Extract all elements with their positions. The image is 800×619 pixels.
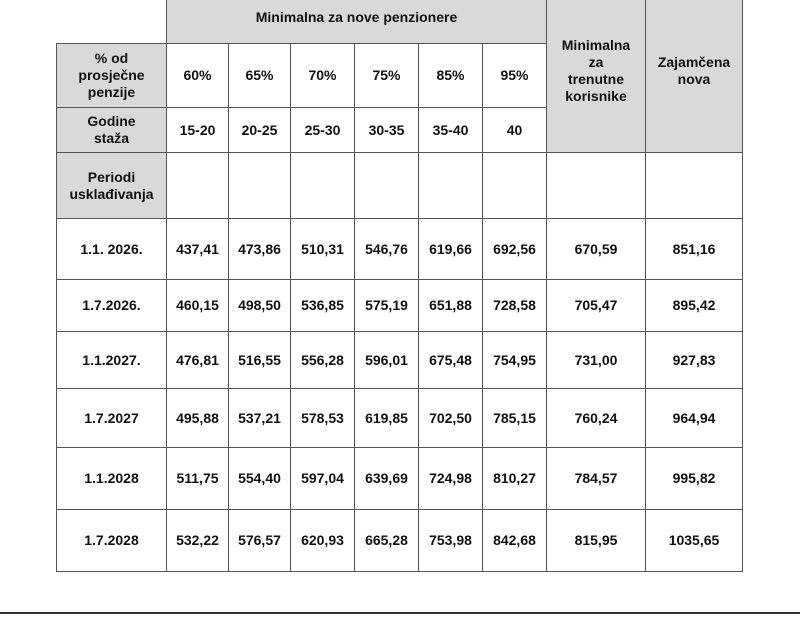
value-cell: 498,50 (229, 280, 291, 332)
value-cell: 728,58 (483, 280, 547, 332)
current-users-cell: 784,57 (547, 448, 646, 510)
value-cell: 675,48 (419, 332, 483, 389)
value-cell: 578,53 (291, 389, 355, 448)
period-cell: 1.1.2028 (57, 448, 167, 510)
guaranteed-cell: 1035,65 (646, 510, 743, 572)
years-cell: 25-30 (291, 108, 355, 153)
guaranteed-header (646, 0, 743, 153)
empty-cell (291, 153, 355, 219)
periods-label-line-2: usklađivanja (69, 185, 154, 202)
group-header-text: Minimalna za nove penzionere (255, 9, 458, 25)
value-cell: 785,15 (483, 389, 547, 448)
empty-cell (419, 153, 483, 219)
current-users-header (547, 0, 646, 153)
empty-cell (229, 153, 291, 219)
header-row-periods (57, 153, 743, 219)
page-bottom-rule (0, 612, 800, 614)
periods-label (57, 153, 167, 219)
value-cell: 576,57 (229, 510, 291, 572)
current-users-line-1: Minimalna (561, 37, 631, 53)
value-cell: 476,81 (167, 332, 229, 389)
period-cell: 1.7.2028 (57, 510, 167, 572)
years-cell: 30-35 (355, 108, 419, 153)
percent-label-line-3: penzije (87, 84, 136, 100)
percent-label-line-2: prosječne (78, 67, 145, 83)
value-cell: 810,27 (483, 448, 547, 510)
period-cell: 1.1.2027. (57, 332, 167, 389)
pension-table (56, 0, 743, 572)
guaranteed-cell: 995,82 (646, 448, 743, 510)
value-cell: 575,19 (355, 280, 419, 332)
current-users-line-2: za (588, 54, 604, 70)
value-cell: 511,75 (167, 448, 229, 510)
value-cell: 536,85 (291, 280, 355, 332)
header-row-group (57, 0, 743, 44)
percent-cell: 85% (419, 44, 483, 108)
period-cell: 1.1. 2026. (57, 219, 167, 280)
value-cell: 665,28 (355, 510, 419, 572)
percent-cell: 65% (229, 44, 291, 108)
value-cell: 754,95 (483, 332, 547, 389)
value-cell: 842,68 (483, 510, 547, 572)
value-cell: 554,40 (229, 448, 291, 510)
value-cell: 619,66 (419, 219, 483, 280)
empty-cell (646, 153, 743, 219)
percent-label (57, 44, 167, 108)
current-users-line-3: trenutne (568, 71, 624, 87)
period-cell: 1.7.2027 (57, 389, 167, 448)
value-cell: 510,31 (291, 219, 355, 280)
value-cell: 516,55 (229, 332, 291, 389)
value-cell: 460,15 (167, 280, 229, 332)
value-cell: 495,88 (167, 389, 229, 448)
value-cell: 753,98 (419, 510, 483, 572)
guaranteed-cell: 851,16 (646, 219, 743, 280)
periods-label-line-1: Periodi (87, 168, 136, 185)
guaranteed-cell: 895,42 (646, 280, 743, 332)
years-cell: 40 (483, 108, 547, 153)
value-cell: 537,21 (229, 389, 291, 448)
value-cell: 556,28 (291, 332, 355, 389)
years-label-line-2: staža (93, 130, 130, 146)
empty-cell (167, 153, 229, 219)
value-cell: 437,41 (167, 219, 229, 280)
current-users-cell: 670,59 (547, 219, 646, 280)
guaranteed-cell: 964,94 (646, 389, 743, 448)
value-cell: 473,86 (229, 219, 291, 280)
value-cell: 702,50 (419, 389, 483, 448)
value-cell: 651,88 (419, 280, 483, 332)
value-cell: 597,04 (291, 448, 355, 510)
current-users-cell: 760,24 (547, 389, 646, 448)
value-cell: 692,56 (483, 219, 547, 280)
empty-corner-cell (57, 0, 167, 44)
years-label-line-1: Godine (87, 113, 136, 129)
current-users-cell: 731,00 (547, 332, 646, 389)
percent-cell: 75% (355, 44, 419, 108)
table-row (57, 448, 743, 510)
guaranteed-line-1: Zajamčena (657, 54, 731, 70)
years-cell: 35-40 (419, 108, 483, 153)
value-cell: 532,22 (167, 510, 229, 572)
group-header (167, 0, 547, 44)
percent-cell: 95% (483, 44, 547, 108)
table-row (57, 389, 743, 448)
table-row (57, 332, 743, 389)
current-users-cell: 705,47 (547, 280, 646, 332)
empty-cell (483, 153, 547, 219)
table-row (57, 280, 743, 332)
empty-cell (547, 153, 646, 219)
years-cell: 15-20 (167, 108, 229, 153)
percent-label-line-1: % od (94, 50, 129, 66)
value-cell: 639,69 (355, 448, 419, 510)
value-cell: 596,01 (355, 332, 419, 389)
period-cell: 1.7.2026. (57, 280, 167, 332)
value-cell: 724,98 (419, 448, 483, 510)
years-label (57, 108, 167, 153)
value-cell: 619,85 (355, 389, 419, 448)
current-users-cell: 815,95 (547, 510, 646, 572)
value-cell: 620,93 (291, 510, 355, 572)
years-cell: 20-25 (229, 108, 291, 153)
value-cell: 546,76 (355, 219, 419, 280)
percent-cell: 60% (167, 44, 229, 108)
percent-cell: 70% (291, 44, 355, 108)
table-row (57, 510, 743, 572)
guaranteed-line-2: nova (677, 71, 711, 87)
guaranteed-cell: 927,83 (646, 332, 743, 389)
table-row (57, 219, 743, 280)
empty-cell (355, 153, 419, 219)
current-users-line-4: korisnike (565, 88, 627, 104)
